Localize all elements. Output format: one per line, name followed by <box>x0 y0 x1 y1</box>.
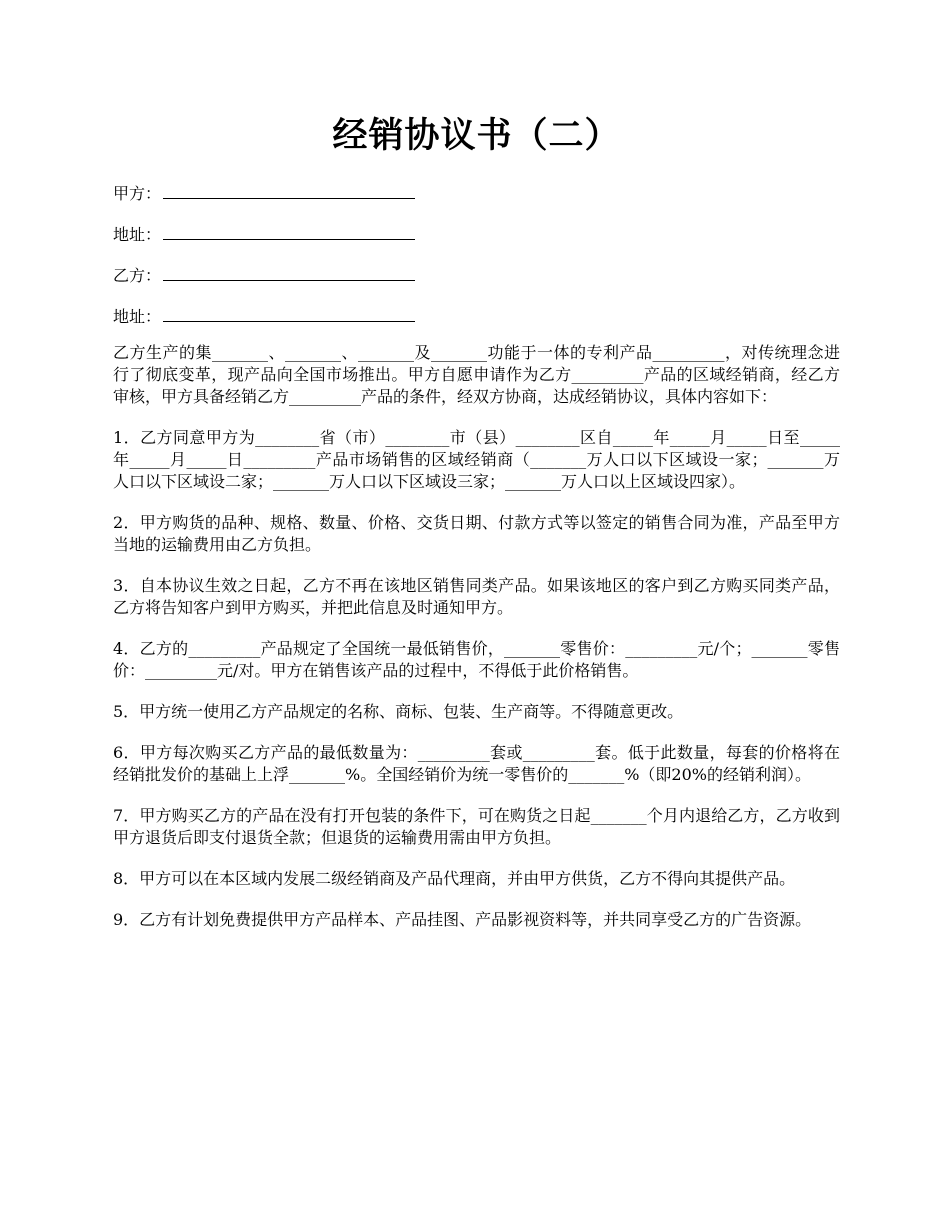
party-b-blank <box>163 265 415 281</box>
party-a-address-line <box>113 224 415 246</box>
party-a-line <box>113 183 415 205</box>
party-a-label: 甲方： <box>113 184 162 203</box>
document-title: 经销协议书（二） <box>332 115 621 156</box>
party-b-label: 乙方： <box>113 266 162 285</box>
clause-3: 3．自本协议生效之日起，乙方不再在该地区销售同类产品。如果该地区的客户到乙方购买同类产品，乙方将告知客户到甲方购买，并把此信息及时通知甲方。 <box>113 576 840 617</box>
intro-paragraph: 乙方生产的集_______、_______、_______及_______功能于一体的专利产品_________，对传统理念进行了彻底变革，现产品向全国市场推出。甲方自愿申请作为乙方_________产品的区域经销商，经乙方审核，甲方具备经销乙方_________产品的条件，经双方协商，达成经销协议，具体内容如下： <box>113 343 840 406</box>
clause-7: 7．甲方购买乙方的产品在没有打开包装的条件下，可在购货之日起_______个月内退给乙方，乙方收到甲方退货后即支付退货全款；但退货的运输费用需由甲方负担。 <box>113 806 840 847</box>
clause-8: 8．甲方可以在本区域内发展二级经销商及产品代理商，并由甲方供货，乙方不得向其提供产品。 <box>113 869 796 888</box>
party-b-address-label: 地址： <box>113 307 162 326</box>
agreement-body <box>113 342 840 950</box>
party-b-address-blank <box>163 306 415 322</box>
party-b-address-line <box>113 306 415 328</box>
clause-4: 4．乙方的_________产品规定了全国统一最低销售价，_______零售价：_________元/个；_______零售价：_________元/对。甲方在销售该产品的过程中，不得低于此价格销售。 <box>113 639 840 680</box>
clause-6: 6．甲方每次购买乙方产品的最低数量为：_________套或_________套。低于此数量，每套的价格将在经销批发价的基础上上浮_______%。全国经销价为统一零售价的_______%（即20%的经销利润）。 <box>113 743 840 784</box>
party-a-address-label: 地址： <box>113 225 162 244</box>
clause-5: 5．甲方统一使用乙方产品规定的名称、商标、包装、生产商等。不得随意更改。 <box>113 702 684 721</box>
party-b-line <box>113 265 415 287</box>
clause-9: 9．乙方有计划免费提供甲方产品样本、产品挂图、产品影视资料等，并共同享受乙方的广告资源。 <box>113 910 812 929</box>
clause-2: 2．甲方购货的品种、规格、数量、价格、交货日期、付款方式等以签定的销售合同为准，产品至甲方当地的运输费用由乙方负担。 <box>113 513 840 554</box>
clause-1: 1．乙方同意甲方为________省（市）________市（县）________区自_____年_____月_____日至_____年_____月_____日_________产品市场销售的区域经销商（_______万人口以下区域设一家；_______万人口以下区域设二家；_______万人口以下区域设三家；_______万人口以上区域设四家）。 <box>113 428 840 491</box>
party-a-blank <box>163 183 415 199</box>
party-a-address-blank <box>163 224 415 240</box>
